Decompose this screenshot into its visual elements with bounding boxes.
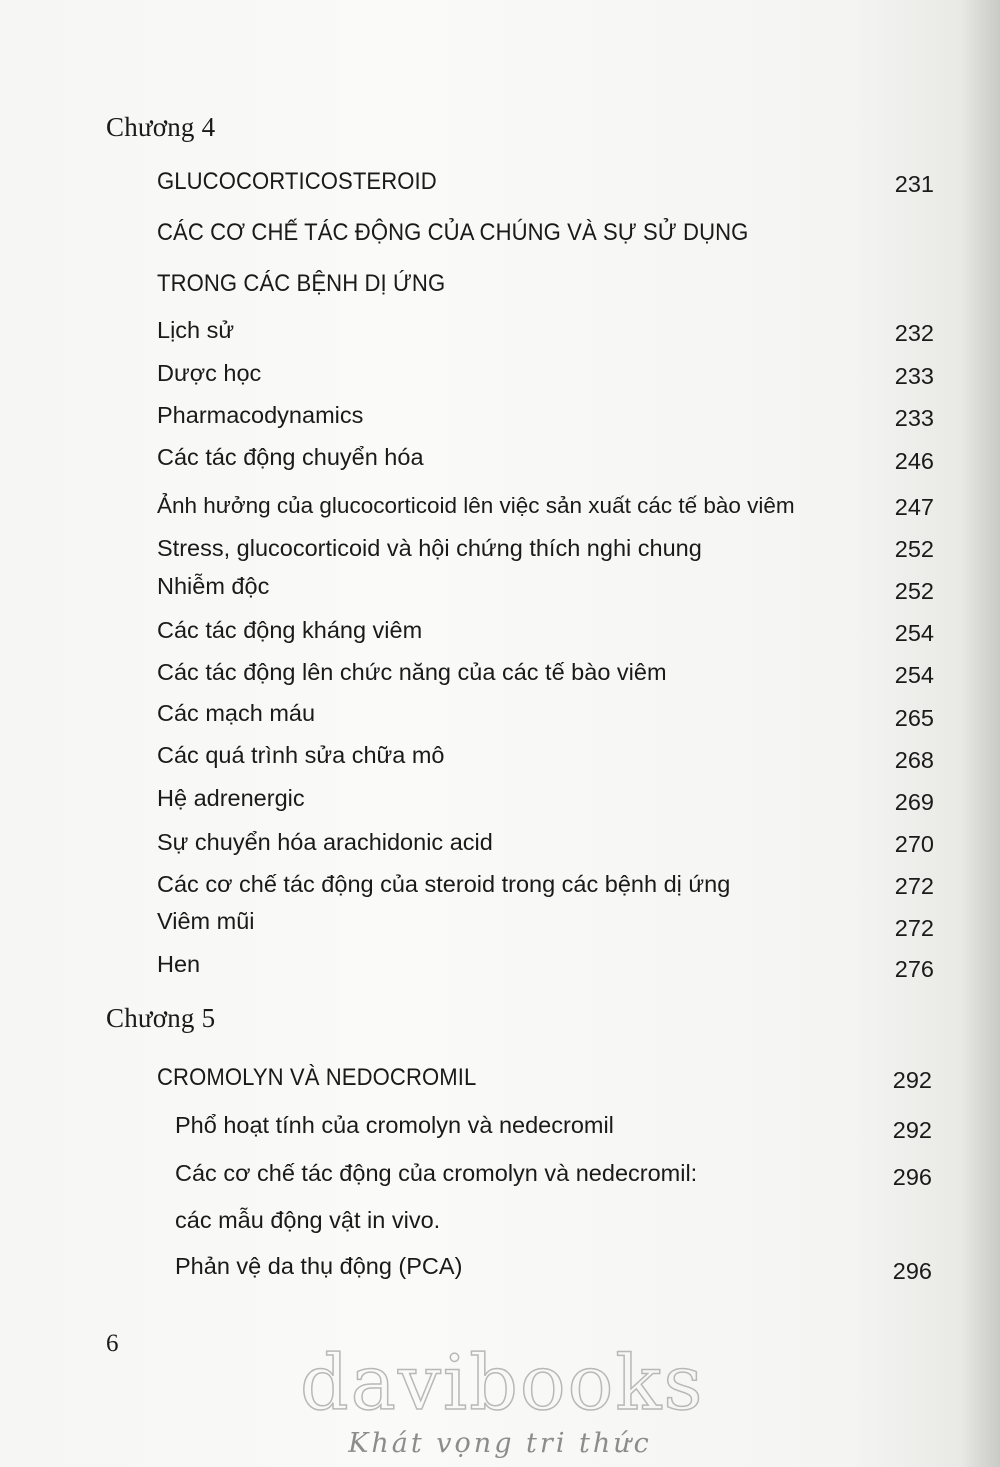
toc-entry: các mẫu động vật in vivo. xyxy=(175,1207,441,1233)
toc-entry: Các tác động kháng viêm xyxy=(157,617,423,643)
toc-entry: Các tác động chuyển hóa xyxy=(157,444,424,470)
toc-page-number: 254 xyxy=(894,620,934,646)
toc-page-number: 246 xyxy=(894,448,934,474)
toc-page-number: 269 xyxy=(894,789,934,815)
toc-entry: Các tác động lên chức năng của các tế bào viêm xyxy=(157,659,667,685)
toc-entry: Phổ hoạt tính của cromolyn và nedecromil xyxy=(175,1112,614,1138)
toc-page-number: 247 xyxy=(894,494,934,520)
toc-entry: Pharmacodynamics xyxy=(157,402,364,428)
toc-page-number: 276 xyxy=(894,956,934,982)
toc-page-number: 231 xyxy=(894,171,934,197)
toc-page-number: 292 xyxy=(892,1117,932,1143)
toc-page-number: 268 xyxy=(894,747,934,773)
toc-page-number: 272 xyxy=(894,873,934,899)
toc-entry: Các cơ chế tác động của cromolyn và nedecromil: xyxy=(175,1160,698,1186)
toc-entry-title: GLUCOCORTICOSTEROID xyxy=(157,168,437,195)
toc-page-number: 270 xyxy=(894,831,934,857)
toc-entry: Các quá trình sửa chữa mô xyxy=(157,742,445,768)
watermark-logo: davibooks xyxy=(300,1338,705,1427)
toc-entry-subtitle: TRONG CÁC BỆNH DỊ ỨNG xyxy=(157,270,446,297)
toc-entry: Nhiễm độc xyxy=(157,573,270,599)
toc-page-number: 232 xyxy=(894,320,934,346)
page-number-footer: 6 xyxy=(106,1330,119,1357)
page-edge-shadow xyxy=(960,0,1000,1467)
toc-page-number: 252 xyxy=(894,536,934,562)
toc-entry-title: CROMOLYN VÀ NEDOCROMIL xyxy=(157,1064,477,1091)
toc-entry: Hen xyxy=(157,951,201,977)
watermark-tagline: Khát vọng tri thức xyxy=(348,1428,652,1459)
toc-entry-subtitle: CÁC CƠ CHẾ TÁC ĐỘNG CỦA CHÚNG VÀ SỰ SỬ DỤNG xyxy=(157,219,749,246)
toc-entry: Sự chuyển hóa arachidonic acid xyxy=(157,829,493,855)
toc-entry: Lịch sử xyxy=(157,317,235,343)
toc-entry: Các cơ chế tác động của steroid trong các bệnh dị ứng xyxy=(157,871,731,897)
toc-page-number: 233 xyxy=(894,363,934,389)
chapter-heading: Chương 5 xyxy=(106,1003,216,1033)
toc-page-number: 252 xyxy=(894,578,934,604)
toc-page-number: 296 xyxy=(892,1258,932,1284)
toc-page-number: 272 xyxy=(894,915,934,941)
toc-entry: Hệ adrenergic xyxy=(157,785,305,811)
toc-entry: Stress, glucocorticoid và hội chứng thích nghi chung xyxy=(157,535,702,561)
toc-page-number: 254 xyxy=(894,662,934,688)
toc-page-number: 265 xyxy=(894,705,934,731)
toc-entry: Viêm mũi xyxy=(157,908,255,934)
chapter-heading: Chương 4 xyxy=(106,112,216,142)
toc-page-number: 292 xyxy=(892,1067,932,1093)
toc-entry: Các mạch máu xyxy=(157,700,316,726)
toc-entry: Phản vệ da thụ động (PCA) xyxy=(175,1253,463,1279)
toc-entry: Ảnh hưởng của glucocorticoid lên việc sản xuất các tế bào viêm xyxy=(157,493,795,518)
toc-page-number: 296 xyxy=(892,1164,932,1190)
toc-page-number: 233 xyxy=(894,405,934,431)
toc-entry: Dược học xyxy=(157,360,262,386)
